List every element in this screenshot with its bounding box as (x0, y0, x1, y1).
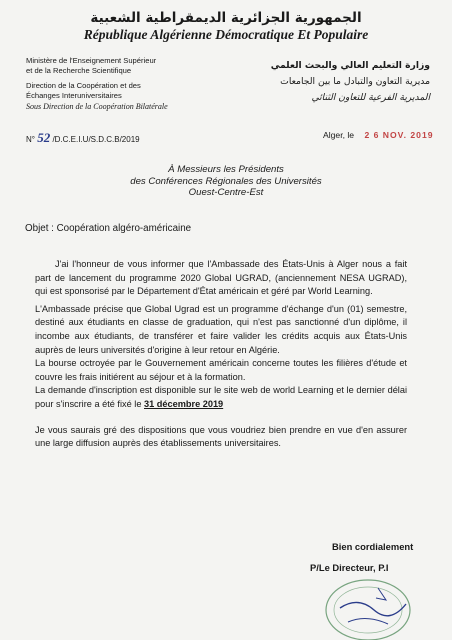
reference-number (26, 130, 140, 146)
header-french-title: République Algérienne Démocratique Et Populaire (83, 27, 369, 42)
addressee-block (0, 164, 452, 199)
body-paragraph: La bourse octroyée par le Gouvernement américain concerne toutes les filières d'étude et couvre les frais initiérent au séjour et à la formation. (35, 358, 407, 382)
addressee-line: À Messieurs les Présidents (168, 164, 284, 175)
letter-body (35, 258, 407, 451)
closing-salutation: Bien cordialement (332, 541, 414, 552)
signer-title: P/Le Directeur, P.I (310, 562, 389, 573)
date-stamp: 2 6 NOV. 2019 (364, 130, 434, 140)
deadline-date: 31 décembre 2019 (144, 398, 224, 409)
ministry-line: Ministère de l'Enseignement Supérieur (26, 56, 157, 65)
directorate-line: Échanges Interuniversitaires (26, 91, 122, 101)
body-paragraph-text: La demande d'inscription est disponible sur le site web de world Learning et le dernier délai pour s'inscrire a été fixé le (35, 385, 407, 409)
ministry-line: et de la Recherche Scientifique (26, 66, 132, 76)
subject-line: Objet : Coopération algéro-américaine (25, 223, 192, 234)
ministry-block-fr (26, 56, 236, 112)
directorate-line-ar: مديرية التعاون والتبادل ما بين الجامعات (280, 76, 430, 87)
body-paragraph: J'ai l'honneur de vous informer que l'Ambassade des États-Unis à Alger nous a fait part de lancement du programme 2020 Global UGRAD, (anciennement NESA UGRAD), qui est sponsorisé par le Département d'État américain et géré par World Learning. (35, 259, 407, 297)
ministry-block-ar (240, 58, 430, 106)
addressee-line: des Conférences Régionales des Universités (130, 175, 322, 187)
header-arabic-title: الجمهورية الجزائرية الديمقراطية الشعبية (90, 10, 362, 26)
subdirectorate-line: Sous Direction de la Coopération Bilatérale (26, 101, 168, 111)
date-label: Alger, le (323, 130, 355, 140)
body-paragraph: L'Ambassade précise que Global Ugrad est un programme d'échange d'un (01) semestre, destiné aux étudiants en classe de graduation, qui n'est pas sanctionné d'un diplôme, il incombe aux étudiants, de transférer et faire valider les crédits acquis aux États-Unis auprès de leurs universités d'origine à leur retour en Algérie. (35, 303, 407, 355)
ministry-line-ar: وزارة التعليم العالي والبحث العلمي (270, 60, 430, 71)
body-paragraph: Je vous saurais gré des dispositions que vous voudriez bien prendre en vue d'en assurer une large diffusion auprès des établissements universitaires. (35, 424, 407, 449)
official-stamp-seal (318, 570, 418, 640)
reference-prefix: N° (26, 135, 35, 144)
reference-handwritten-number: 52 (37, 130, 51, 145)
addressee-line: Ouest-Centre-Est (188, 187, 264, 199)
reference-suffix: /D.C.E.I.U/S.D.C.B/2019 (52, 135, 140, 144)
subdirectorate-line-ar: المديرية الفرعية للتعاون الثنائي (311, 92, 430, 103)
directorate-line: Direction de la Coopération et des (26, 80, 141, 90)
body-paragraph (35, 384, 407, 411)
letter-date (323, 130, 434, 140)
